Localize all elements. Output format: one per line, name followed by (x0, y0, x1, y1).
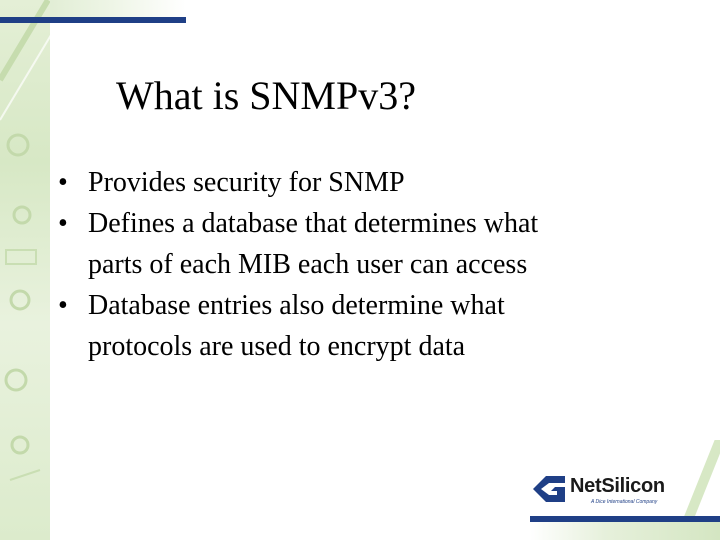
bottom-decorative-band (530, 522, 720, 540)
bullet-line: Database entries also determine what (88, 290, 505, 321)
bullet-dot: • (58, 290, 68, 321)
company-logo (531, 470, 681, 514)
left-strip-pattern (0, 0, 50, 540)
bullet-line: parts of each MIB each user can access (88, 249, 528, 280)
logo-tagline: A Dice International Company (591, 499, 658, 505)
bullet-item (58, 162, 658, 203)
logo-name: NetSilicon (570, 475, 665, 497)
bullet-line: Defines a database that determines what (88, 208, 539, 239)
slide-title: What is SNMPv3? (116, 73, 416, 118)
bullet-line: protocols are used to encrypt data (88, 331, 466, 362)
bullet-list (58, 162, 658, 367)
bullet-line: Provides security for SNMP (88, 167, 405, 198)
top-accent-bar (0, 17, 186, 23)
bullet-dot: • (58, 208, 68, 239)
bullet-item (58, 203, 658, 285)
bullet-item (58, 285, 658, 367)
bullet-dot: • (58, 167, 68, 198)
netsilicon-logo-icon (531, 474, 567, 504)
